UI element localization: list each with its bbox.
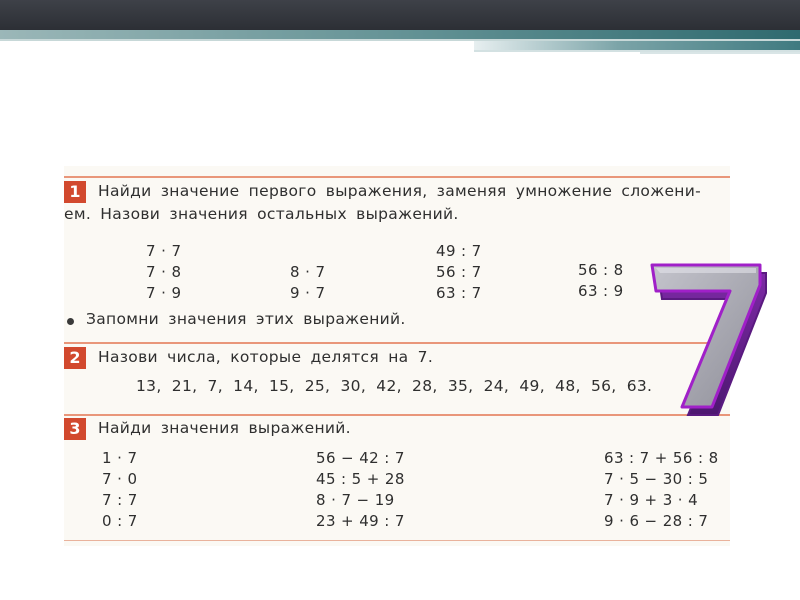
- page-bottom-rule: [64, 540, 730, 541]
- task2-number: 2: [64, 347, 86, 369]
- expression: 56 : 7: [436, 263, 482, 281]
- expression: 56 : 8: [578, 261, 624, 279]
- memorize-note: Запомни значения этих выражений.: [86, 310, 406, 328]
- expression: 9 · 6 − 28 : 7: [604, 512, 709, 530]
- expression: 7 · 0: [102, 470, 138, 488]
- expression: 63 : 9: [578, 282, 624, 300]
- expression: 7 · 9: [146, 284, 182, 302]
- task2-numbers: 13, 21, 7, 14, 15, 25, 30, 42, 28, 35, 24, 49, 48, 56, 63.: [136, 377, 653, 395]
- task1-instruction-line2: ем. Назови значения остальных выражений.: [64, 205, 459, 223]
- task3-instruction: Найди значения выражений.: [98, 419, 351, 437]
- expression: 7 · 5 − 30 : 5: [604, 470, 709, 488]
- expression: 56 − 42 : 7: [316, 449, 405, 467]
- expression: 8 · 7: [290, 263, 326, 281]
- task2-instruction: Назови числа, которые делятся на 7.: [98, 348, 434, 366]
- expression: 1 · 7: [102, 449, 138, 467]
- header-teal-bar: [0, 30, 800, 39]
- task2-divider: [64, 342, 730, 344]
- expression: 8 · 7 − 19: [316, 491, 395, 509]
- expression: 9 · 7: [290, 284, 326, 302]
- task3-number: 3: [64, 418, 86, 440]
- task1-instruction-line1: Найди значение первого выражения, заменяя умножение сложени-: [98, 182, 702, 200]
- expression: 7 : 7: [102, 491, 138, 509]
- expression: 7 · 9 + 3 · 4: [604, 491, 699, 509]
- expression: 45 : 5 + 28: [316, 470, 405, 488]
- task1-number: 1: [64, 181, 86, 203]
- task3-column2: [316, 448, 405, 532]
- task3-column3: [604, 448, 719, 532]
- textbook-page: [64, 166, 730, 546]
- bullet-icon: [67, 318, 74, 325]
- expression: 63 : 7 + 56 : 8: [604, 449, 719, 467]
- big-seven-digit-graphic: [648, 255, 778, 425]
- task1-column3: [436, 241, 482, 304]
- task1-divider: [64, 176, 730, 178]
- header-accent-line-short: [640, 52, 800, 54]
- task3-column1: [102, 448, 138, 532]
- task1-column4: [578, 260, 624, 302]
- expression: 63 : 7: [436, 284, 482, 302]
- expression: 7 · 7: [146, 242, 182, 260]
- header-dark-bar: [0, 0, 800, 30]
- task1-column2: [290, 262, 325, 304]
- expression: 49 : 7: [436, 242, 482, 260]
- header-accent-tab: [474, 41, 800, 50]
- task3-divider: [64, 414, 730, 416]
- task1-column1: [146, 241, 181, 304]
- expression: 23 + 49 : 7: [316, 512, 405, 530]
- expression: 0 : 7: [102, 512, 138, 530]
- expression: 7 · 8: [146, 263, 182, 281]
